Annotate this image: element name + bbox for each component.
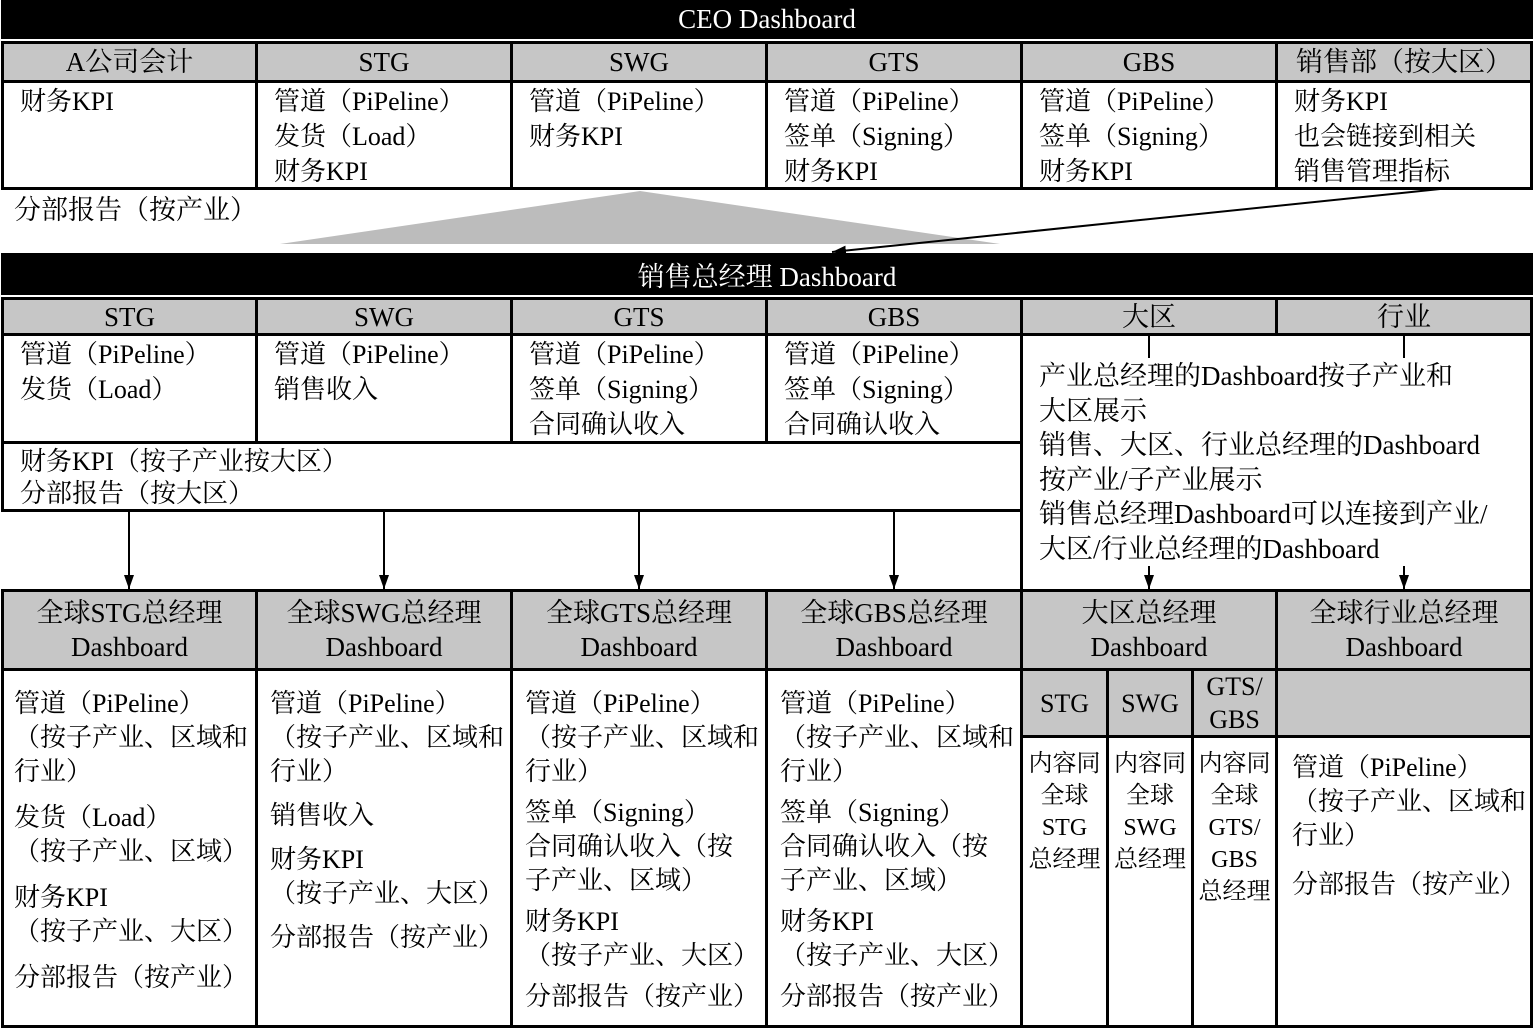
ceo-header-gts xyxy=(765,41,1023,83)
text-line: 销售收入 xyxy=(270,801,375,830)
text-line: （按子产业、大区） xyxy=(780,941,1015,970)
text-line: 行业） xyxy=(780,757,859,786)
column-header-label: 大区 xyxy=(1122,301,1176,332)
text-line: 内容同 xyxy=(1198,751,1271,777)
text-line: 全球SWG总经理 xyxy=(286,598,482,628)
sales-gm-financial-kpi-box xyxy=(1,441,1023,512)
text-group xyxy=(270,843,510,911)
ceo-cell-swg xyxy=(510,80,768,190)
text-line: 销售收入 xyxy=(274,375,379,404)
column-header-label: STG xyxy=(358,47,410,77)
text-line: GTS/ xyxy=(1206,672,1263,701)
ceo-header-gbs xyxy=(1020,41,1278,83)
text-line: 签单（Signing） xyxy=(529,375,714,404)
gm-header-global-swg xyxy=(255,589,513,671)
text-line: 分部报告（按产业） xyxy=(780,982,1015,1011)
sales-gm-dashboard-title-bar xyxy=(1,253,1533,295)
text-line: 分部报告（按产业） xyxy=(270,923,505,952)
text-line: 销售管理指标 xyxy=(1294,157,1451,186)
text-line: 管道（PiPeline） xyxy=(784,340,975,369)
column-header-label: SWG xyxy=(609,47,669,77)
text-group xyxy=(525,905,765,973)
text-group xyxy=(780,687,1020,789)
column-header-label: 销售部（按大区） xyxy=(1296,47,1512,77)
text-line: 行业） xyxy=(270,757,349,786)
text-line: 财务KPI xyxy=(525,907,619,936)
text-line: 签单（Signing） xyxy=(784,122,969,151)
ceo-dashboard-title: CEO Dashboard xyxy=(678,4,856,34)
sales-gm-header-gbs xyxy=(765,297,1023,336)
ceo-header-sales-dept xyxy=(1275,41,1533,83)
text-line: 财务KPI xyxy=(270,845,364,874)
text-line: Dashboard xyxy=(580,632,698,662)
text-line: 总经理 xyxy=(1198,879,1271,905)
ceo-header-swg xyxy=(510,41,768,83)
gm-header-region xyxy=(1020,589,1278,671)
ceo-cell-gts xyxy=(765,80,1023,190)
text-line: 管道（PiPeline） xyxy=(274,87,465,116)
column-header-label: GBS xyxy=(1122,47,1176,77)
text-line: （按子产业、大区） xyxy=(270,879,505,908)
gm-cell-global-gts xyxy=(510,668,768,1028)
text-group xyxy=(270,687,510,789)
ceo-dashboard-title-bar xyxy=(1,0,1533,39)
text-group xyxy=(14,801,255,869)
text-line: 子产业、区域） xyxy=(780,866,963,895)
ceo-header-accounting xyxy=(1,41,258,83)
text-line: 签单（Signing） xyxy=(784,375,969,404)
industry-sub-header-blank xyxy=(1275,668,1533,738)
text-line: Dashboard xyxy=(325,632,443,662)
text-line: STG xyxy=(1041,815,1088,841)
ceo-cell-stg xyxy=(255,80,513,190)
region-sub-cell-gts-gbs xyxy=(1191,735,1278,1028)
text-line: Dashboard xyxy=(1090,632,1208,662)
sales-gm-cell-swg xyxy=(255,333,513,444)
column-header-label: SWG xyxy=(354,301,414,332)
sales-dept-to-sales-gm-arrow xyxy=(832,189,1440,252)
text-line: 合同确认收入（按 xyxy=(780,832,989,861)
text-line: 分部报告（按产业） xyxy=(1292,870,1527,899)
ceo-to-sales-gm-funnel xyxy=(280,191,1000,244)
gm-header-global-gts xyxy=(510,589,768,671)
text-line: 合同确认收入 xyxy=(784,410,941,439)
region-sub-cell-swg xyxy=(1106,735,1194,1028)
text-line: 管道（PiPeline） xyxy=(780,689,971,718)
text-line: （按子产业、区域和 xyxy=(14,723,249,752)
column-header-label: 行业 xyxy=(1377,301,1431,332)
text-group xyxy=(780,796,1020,898)
gm-cell-global-swg xyxy=(255,668,513,1028)
text-line: （按子产业、区域和 xyxy=(1292,787,1527,816)
text-line: 财务KPI xyxy=(14,883,108,912)
gm-header-global-stg xyxy=(1,589,258,671)
ceo-cell-gbs xyxy=(1020,80,1278,190)
text-line: 管道（PiPeline） xyxy=(529,87,720,116)
sales-gm-cell-stg xyxy=(1,333,258,444)
text-line: 分部报告（按产业） xyxy=(14,963,249,992)
text-line: 发货（Load） xyxy=(274,122,432,151)
text-line: 全球 xyxy=(1040,783,1089,809)
ceo-header-stg xyxy=(255,41,513,83)
text-line: 销售总经理Dashboard可以连接到产业/ xyxy=(1039,499,1488,529)
column-header-label: GTS xyxy=(868,47,920,77)
text-line: 财务KPI xyxy=(784,157,878,186)
text-line: 行业） xyxy=(14,757,93,786)
text-line: GTS/ xyxy=(1208,815,1261,841)
text-line: （按子产业、区域和 xyxy=(525,723,760,752)
text-line: 签单（Signing） xyxy=(780,798,965,827)
sales-gm-header-stg xyxy=(1,297,258,336)
text-line: 全球GBS总经理 xyxy=(800,598,988,628)
text-group xyxy=(14,687,255,789)
sales-gm-header-swg xyxy=(255,297,513,336)
text-line: 管道（PiPeline） xyxy=(14,689,205,718)
text-line: 全球STG总经理 xyxy=(36,598,223,628)
text-line: 全球行业总经理 xyxy=(1309,598,1499,628)
text-line: 分部报告（按大区） xyxy=(20,479,255,508)
text-line: GBS xyxy=(1211,847,1258,873)
text-line: SWG xyxy=(1121,688,1179,718)
gm-cell-global-gbs xyxy=(765,668,1023,1028)
text-line: 财务KPI xyxy=(1294,87,1388,116)
text-line: 按产业/子产业展示 xyxy=(1039,464,1263,495)
sales-gm-dashboard-title: 销售总经理 Dashboard xyxy=(637,261,897,292)
text-line: 产业总经理的Dashboard按子产业和 xyxy=(1039,361,1453,391)
text-line: 签单（Signing） xyxy=(525,798,710,827)
sales-gm-header-industry xyxy=(1275,297,1533,336)
text-line: 财务KPI xyxy=(1039,157,1133,186)
text-line: 分部报告（按产业） xyxy=(525,982,760,1011)
text-line: 也会链接到相关 xyxy=(1294,122,1477,151)
gm-header-global-gbs xyxy=(765,589,1023,671)
region-sub-header-swg xyxy=(1106,668,1194,738)
text-line: 全球GTS总经理 xyxy=(545,598,732,628)
text-line: SWG xyxy=(1123,815,1177,841)
text-line: 管道（PiPeline） xyxy=(1039,87,1230,116)
ceo-segment-report: 分部报告（按产业） xyxy=(14,195,257,225)
column-header-label: GBS xyxy=(867,301,921,332)
text-group xyxy=(270,921,510,955)
text-line: 子产业、区域） xyxy=(525,866,708,895)
text-line: 财务KPI xyxy=(529,122,623,151)
gm-cell-global-industry xyxy=(1275,735,1533,1028)
text-line: Dashboard xyxy=(71,632,188,662)
text-line: 财务KPI xyxy=(274,157,368,186)
text-line: 管道（PiPeline） xyxy=(529,340,720,369)
text-line: 内容同 xyxy=(1028,751,1101,777)
text-line: （按子产业、大区） xyxy=(14,917,249,946)
column-header-label: GTS xyxy=(613,301,665,332)
text-line: （按子产业、大区） xyxy=(525,941,760,970)
text-line: 发货（Load） xyxy=(14,803,172,832)
region-sub-header-gts-gbs xyxy=(1191,668,1278,738)
text-line: 大区/行业总经理的Dashboard xyxy=(1039,533,1380,564)
text-line: （按子产业、区域） xyxy=(14,837,249,866)
text-line: 管道（PiPeline） xyxy=(270,689,461,718)
region-sub-header-stg xyxy=(1020,668,1109,738)
text-line: 大区展示 xyxy=(1039,395,1147,426)
text-line: 大区总经理 xyxy=(1081,598,1217,628)
sales-gm-dashboard-note xyxy=(1020,333,1533,592)
text-line: 总经理 xyxy=(1114,847,1186,873)
text-line: Dashboard xyxy=(1345,632,1463,662)
text-group xyxy=(525,980,765,1014)
text-line: 管道（PiPeline） xyxy=(20,340,211,369)
text-line: 发货（Load） xyxy=(20,375,178,404)
text-group xyxy=(1292,751,1530,853)
text-line: GBS xyxy=(1209,705,1260,734)
text-line: STG xyxy=(1039,688,1090,718)
sales-gm-cell-gts xyxy=(510,333,768,444)
text-line: 管道（PiPeline） xyxy=(784,87,975,116)
text-group xyxy=(14,961,255,995)
text-line: 财务KPI xyxy=(20,87,114,116)
text-group xyxy=(780,980,1020,1014)
text-group xyxy=(525,796,765,898)
column-header-label: A公司会计 xyxy=(65,47,194,77)
text-group xyxy=(1292,868,1530,902)
text-group xyxy=(525,687,765,789)
region-sub-cell-stg xyxy=(1020,735,1109,1028)
text-line: （按子产业、区域和 xyxy=(780,723,1015,752)
text-line: 合同确认收入 xyxy=(529,410,686,439)
text-line: 行业） xyxy=(1292,821,1371,850)
text-line: 全球 xyxy=(1210,783,1259,809)
text-line: 销售、大区、行业总经理的Dashboard xyxy=(1039,430,1480,460)
text-group xyxy=(14,881,255,949)
gm-cell-global-stg xyxy=(1,668,258,1028)
text-line: 签单（Signing） xyxy=(1039,122,1224,151)
text-line: 全球 xyxy=(1126,783,1174,809)
text-line: 总经理 xyxy=(1028,847,1101,873)
text-line: 合同确认收入（按 xyxy=(525,832,734,861)
sales-gm-header-gts xyxy=(510,297,768,336)
text-line: 管道（PiPeline） xyxy=(274,340,465,369)
text-line: 管道（PiPeline） xyxy=(525,689,716,718)
sales-gm-header-region xyxy=(1020,297,1278,336)
text-line: （按子产业、区域和 xyxy=(270,723,505,752)
gm-header-global-industry xyxy=(1275,589,1533,671)
column-header-label: STG xyxy=(103,301,155,332)
text-line: 财务KPI（按子产业按大区） xyxy=(20,447,348,476)
text-line: Dashboard xyxy=(835,632,953,662)
text-group xyxy=(270,799,510,833)
text-line: 管道（PiPeline） xyxy=(1292,753,1483,782)
text-line: 行业） xyxy=(525,757,604,786)
text-group xyxy=(780,905,1020,973)
text-line: 财务KPI xyxy=(780,907,874,936)
text-line: 内容同 xyxy=(1114,751,1186,777)
ceo-cell-sales-dept xyxy=(1275,80,1533,190)
sales-gm-cell-gbs xyxy=(765,333,1023,444)
ceo-cell-accounting xyxy=(1,80,258,190)
